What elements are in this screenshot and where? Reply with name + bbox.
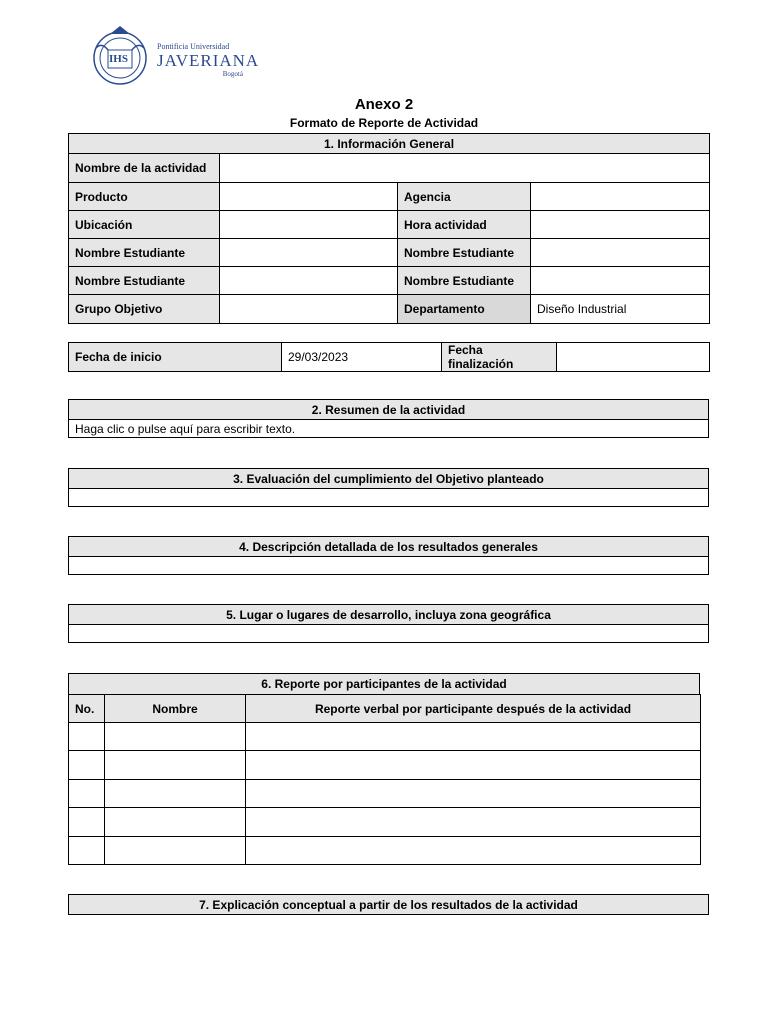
activity-time-label: Hora actividad: [398, 211, 531, 239]
participant-report-cell[interactable]: [246, 837, 701, 865]
participant-no-cell[interactable]: [69, 808, 105, 837]
participants-table: [68, 694, 701, 865]
logo-line-javeriana: JAVERIANA: [157, 51, 260, 70]
participant-report-cell[interactable]: [246, 780, 701, 808]
page-title: Anexo 2: [354, 96, 414, 113]
department-field[interactable]: Diseño Industrial: [531, 295, 710, 324]
university-logo: [88, 24, 258, 88]
objective-evaluation-field[interactable]: [69, 489, 709, 507]
start-date-label: Fecha de inicio: [69, 343, 282, 372]
end-date-label: Fecha finalización: [442, 343, 557, 372]
table-row: [69, 808, 701, 837]
page-subtitle: Formato de Reporte de Actividad: [289, 116, 479, 130]
participant-report-cell[interactable]: [246, 723, 701, 751]
section-2-heading: 2. Resumen de la actividad: [69, 400, 709, 420]
participant-name-cell[interactable]: [105, 808, 246, 837]
agency-label: Agencia: [398, 183, 531, 211]
general-info-table: [68, 133, 710, 324]
section-4-heading: 4. Descripción detallada de los resultados generales: [69, 537, 709, 557]
table-row: [69, 751, 701, 780]
agency-field[interactable]: [531, 183, 710, 211]
location-field[interactable]: [220, 211, 398, 239]
section-6-heading: 6. Reporte por participantes de la actividad: [69, 674, 700, 695]
development-location-field[interactable]: [69, 625, 709, 643]
seal-monogram: IHS: [109, 53, 128, 65]
participant-name-cell[interactable]: [105, 751, 246, 780]
section-5-heading: 5. Lugar o lugares de desarrollo, incluya zona geográfica: [69, 605, 709, 625]
participants-heading-table: [68, 673, 700, 695]
participant-name-cell[interactable]: [105, 837, 246, 865]
start-date-field[interactable]: 29/03/2023: [282, 343, 442, 372]
target-group-label: Grupo Objetivo: [69, 295, 220, 324]
results-description-table: [68, 536, 709, 575]
column-header-name: Nombre: [105, 695, 246, 723]
student-name-label: Nombre Estudiante: [398, 267, 531, 295]
student-name-field[interactable]: [220, 239, 398, 267]
participant-report-cell[interactable]: [246, 808, 701, 837]
logo-line-bogota: Bogotá: [222, 70, 243, 78]
table-row: [69, 780, 701, 808]
student-name-label: Nombre Estudiante: [398, 239, 531, 267]
participant-name-cell[interactable]: [105, 723, 246, 751]
activity-name-field[interactable]: [220, 154, 710, 183]
dates-table: [68, 342, 710, 372]
summary-field[interactable]: Haga clic o pulse aquí para escribir texto.: [69, 420, 709, 438]
student-name-label: Nombre Estudiante: [69, 267, 220, 295]
section-7-heading: 7. Explicación conceptual a partir de los resultados de la actividad: [69, 895, 709, 915]
participant-name-cell[interactable]: [105, 780, 246, 808]
objective-evaluation-table: [68, 468, 709, 507]
column-header-no: No.: [69, 695, 105, 723]
end-date-field[interactable]: [557, 343, 710, 372]
product-field[interactable]: [220, 183, 398, 211]
results-description-field[interactable]: [69, 557, 709, 575]
section-1-heading: 1. Información General: [69, 134, 710, 154]
participant-no-cell[interactable]: [69, 751, 105, 780]
department-label: Departamento: [398, 295, 531, 324]
location-label: Ubicación: [69, 211, 220, 239]
student-name-field[interactable]: [531, 239, 710, 267]
activity-name-label: Nombre de la actividad: [69, 154, 220, 183]
participant-no-cell[interactable]: [69, 723, 105, 751]
participant-no-cell[interactable]: [69, 780, 105, 808]
conceptual-explanation-table: [68, 894, 709, 915]
activity-time-field[interactable]: [531, 211, 710, 239]
product-label: Producto: [69, 183, 220, 211]
student-name-field[interactable]: [531, 267, 710, 295]
table-row: [69, 837, 701, 865]
participant-no-cell[interactable]: [69, 837, 105, 865]
table-row: [69, 723, 701, 751]
summary-table: [68, 399, 709, 438]
column-header-report: Reporte verbal por participante después de la actividad: [246, 695, 701, 723]
location-table: [68, 604, 709, 643]
student-name-field[interactable]: [220, 267, 398, 295]
student-name-label: Nombre Estudiante: [69, 239, 220, 267]
target-group-field[interactable]: [220, 295, 398, 324]
section-3-heading: 3. Evaluación del cumplimiento del Objetivo planteado: [69, 469, 709, 489]
participant-report-cell[interactable]: [246, 751, 701, 780]
logo-line-pontificia: Pontificia Universidad: [157, 42, 230, 51]
